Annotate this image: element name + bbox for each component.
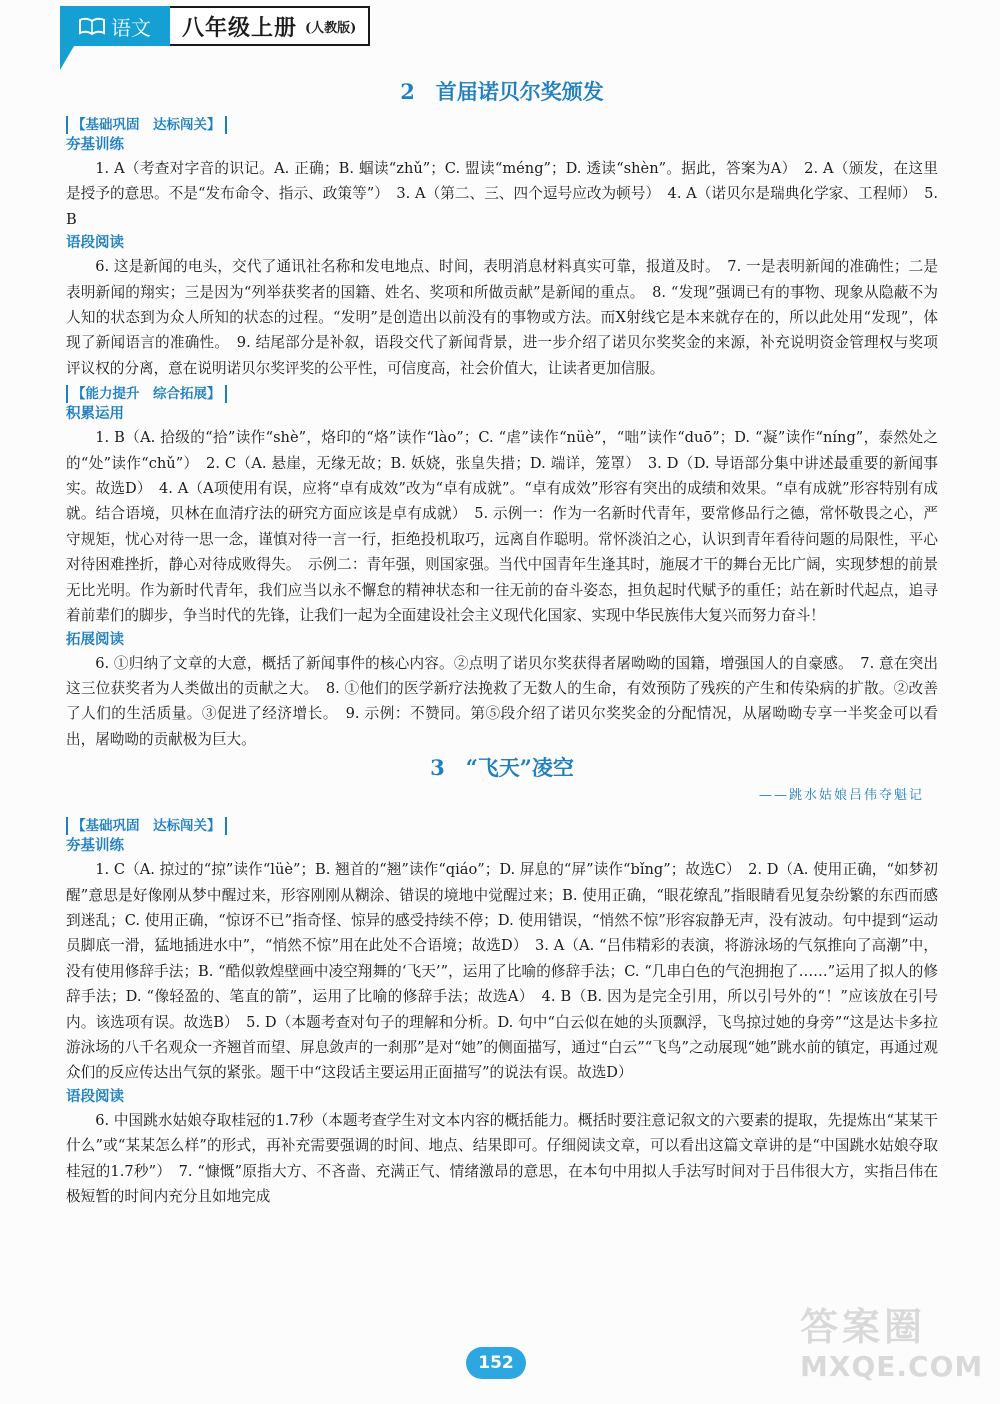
section-3-sub-2-label: 语段阅读 (66, 1087, 124, 1105)
section-2-sub-2-label: 语段阅读 (66, 234, 124, 252)
section-2-paragraph-4: 6. ①归纳了文章的大意，概括了新闻事件的核心内容。②点明了诺贝尔奖获得者屠呦呦的国籍，增强国人的自豪感。 7. 意在突出这三位获奖者为人类做出的贡献之大。 8. ①他们的医学新疗法挽救了无数人的生命，有效预防了残疾的产生和传染病的扩散。②改善了人们的生活质量。③促进了经济增长。 9. 示例：不赞同。第⑤段介绍了诺贝尔奖奖金的分配情况，从屠呦呦专享一半奖金可以看出，屠呦呦的贡献极为巨大。 (66, 654, 938, 748)
site-watermark (800, 1305, 990, 1401)
section-3-part-1-label: 【基础巩固 达标闯关】 (66, 817, 227, 835)
section-2-paragraph-1: 1. A（考查对字音的识记。A. 正确；B. 蝈读“zhǔ”；C. 盟读“méng”；D. 透读“shèn”。据此，答案为A） 2. A（颁发，在这里是授予的意思。不是“发布命令、指示、政策等”） 3. A（第二、三、四个逗号应改为顿号） 4. A（诺贝尔是瑞典化学家、工程师） 5. B (66, 160, 938, 228)
section-2-part-2-label: 【能力提升 综合拓展】 (66, 385, 227, 403)
section-2-sub-4-label: 拓展阅读 (66, 630, 124, 648)
answer-content (66, 76, 938, 1209)
section-2-paragraph-2: 6. 这是新闻的电头，交代了通讯社名称和发电地点、时间，表明消息材料真实可靠，报道及时。 7. 一是表明新闻的准确性；二是表明新闻的翔实；三是因为“列举获奖者的国籍、姓名、奖项和所做贡献”是新闻的重点。 8. “发现”强调已有的事物、现象从隐蔽不为人知的状态到为众人所知的状态的过程。“发明”是创造出以前没有的事物或方法。而X射线它是本来就存在的，所以此处用“发现”，体现了新闻语言的准确性。 9. 结尾部分是补叙，语段交代了新闻背景，进一步介绍了诺贝尔奖奖金的来源，补充说明资金管理权与奖项评议权的分离，意在说明诺贝尔奖评奖的公平性，可信度高，社会价值大，让读者更加信服。 (66, 258, 938, 377)
section-3-subtitle: ——跳水姑娘吕伟夺魁记 (758, 788, 924, 804)
section-3-title: 3 “飞天”凌空 (430, 755, 574, 781)
section-2-paragraph-3: 1. B（A. 拾级的“拾”读作“shè”，烙印的“烙”读作“lào”；C. “虐”读作“nüè”，“咄”读作“duō”；D. “凝”读作“níng”，泰然处之的“处”读作“chǔ”） 2. C（A. 悬崖，无缘无故；B. 妖娆，张皇失措；D. 端详，笼罩） 3. D（D. 导语部分集中讲述最重要的新闻事实。故选D） 4. A（A项使用有误，应将“卓有成效”改为“卓有成就”。“卓有成效”形容有突出的成绩和效果。“卓有成就”形容特别有成就。结合语境，贝林在血清疗法的研究方面应该是卓有成就） 5. 示例一：作为一名新时代青年，要常修品行之德，常怀敬畏之心，严守规矩，忧心对待一思一念，谨慎对待一言一行，拒绝投机取巧，远离自作聪明。常怀淡泊之心，认识到青年看待问题的局限性，平心对待困难挫折，静心对待成败得失。 示例二：青年强，则国家强。当代中国青年生逢其时，施展才干的舞台无比广阔，实现梦想的前景无比光明。作为新时代青年，我们应当以永不懈怠的精神状态和一往无前的奋斗姿态，担负起时代赋予的重任；站在新时代起点，追寻着前辈们的脚步，争当时代的先锋，让我们一起为全面建设社会主义现代化国家、实现中华民族伟大复兴而努力奋斗！ (66, 429, 938, 625)
watermark-url: MXQE.COM (800, 1350, 984, 1383)
open-book-icon (79, 17, 105, 35)
page-number: 152 (466, 1347, 526, 1379)
subject-label: 语文 (111, 15, 151, 40)
grade-label: 八年级上册 (182, 14, 298, 41)
section-2-title: 2 首届诺贝尔奖颁发 (400, 79, 604, 104)
page-header (60, 6, 370, 46)
section-2-part-1-label: 【基础巩固 达标闯关】 (66, 116, 227, 134)
section-3-paragraph-2: 6. 中国跳水姑娘夺取桂冠的1.7秒（本题考查学生对文本内容的概括能力。概括时要注意记叙文的六要素的提取，先提炼出“某某干什么”或“某某怎么样”的形式，再补充需要强调的时间、地点、结果即可。仔细阅读文章，可以看出这篇文章讲的是“中国跳水姑娘夺取桂冠的1.7秒”） 7. “慷慨”原指大方、不吝啬、充满正气、情绪激昂的意思，在本句中用拟人手法写时间对于吕伟很大方，实指吕伟在极短暂的时间内充分且如地完成 (66, 1111, 938, 1205)
header-corner-decoration (60, 46, 74, 70)
subject-tab (60, 6, 170, 46)
grade-box (170, 6, 370, 46)
section-3-sub-1-label: 夯基训练 (66, 837, 124, 855)
watermark-logo-text: 答案圈 (800, 1305, 927, 1349)
section-2-sub-1-label: 夯基训练 (66, 136, 124, 153)
edition-label: (人教版) (305, 20, 357, 36)
section-3-paragraph-1: 1. C（A. 掠过的“掠”读作“lüè”；B. 翘首的“翘”读作“qiáo”；D. 屏息的“屏”读作“bǐng”；故选C） 2. D（A. 使用正确，“如梦初醒”意思是好像刚从梦中醒过来，形容刚刚从糊涂、错误的境地中觉醒过来；B. 使用正确，“眼花缭乱”指眼睛看见复杂纷繁的东西而感到迷乱；C. 使用正确，“惊讶不已”指奇怪、惊异的感受持续不停；D. 使用错误，“悄然不惊”形容寂静无声，没有波动。句中提到“运动员脚底一滑，猛地插进水中”，“悄然不惊”用在此处不合语境；故选D） 3. A（A. “吕伟精彩的表演，将游泳场的气氛推向了高潮”中，没有使用修辞手法；B. “酷似敦煌壁画中凌空翔舞的‘飞天’”，运用了比喻的修辞手法；C. “几串白色的气泡拥抱了……”运用了拟人的修辞手法；D. “像轻盈的、笔直的箭”，运用了比喻的修辞手法；故选A） 4. B（B. 因为是完全引用，所以引号外的“！”应该放在引号内。该选项有误。故选B） 5. D（本题考查对句子的理解和分析。D. 句中“白云似在她的头顶飘浮，飞鸟掠过她的身旁”“这是达卡多拉游泳场的八千名观众一齐翘首而望、屏息敛声的一刹那”是对“她”的侧面描写，通过“白云”“飞鸟”之动展现“她”跳水前的镇定，再通过观众们的反应传达出气氛的紧张。题干中“这段话主要运用正面描写”的说法有误。故选D） (66, 861, 938, 1082)
section-2-sub-3-label: 积累运用 (66, 405, 124, 423)
